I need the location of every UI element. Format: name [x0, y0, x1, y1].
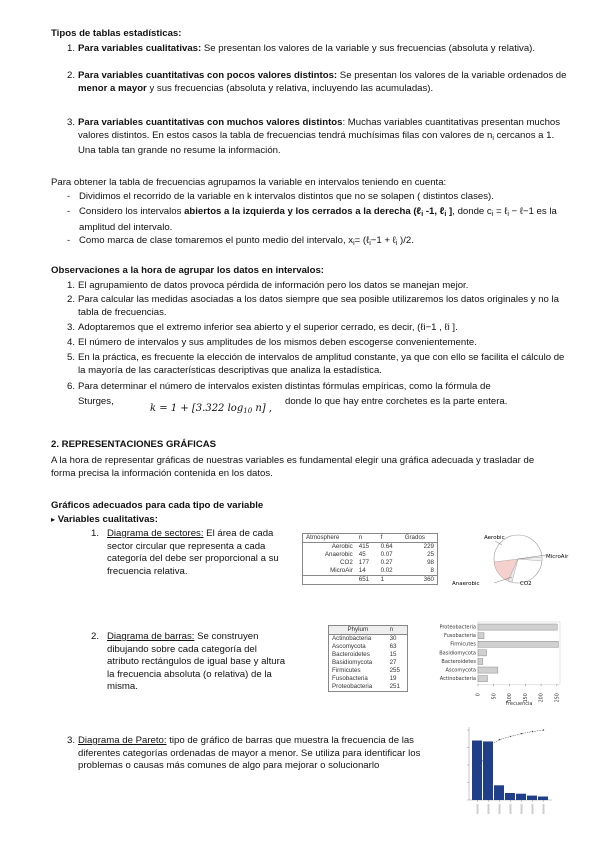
- cumulative-point: [477, 772, 478, 773]
- diagram-pareto-desc: 3. Diagrama de Pareto: tipo de gráfico de barras que muestra la frecuencia de las diferentes categorías ordenadas de mayor a menor. Se utiliza para identificar los problemas o causas más comunes de algo para mejorar o solucionarlo: [67, 735, 421, 772]
- graphs-title: Gráficos adecuados para cada tipo de variable: [51, 500, 264, 511]
- list-item: 4. El número de intervalos y sus amplitudes de los mismos deben escogerse convenientemente.: [67, 337, 477, 348]
- pareto-bar: [483, 741, 493, 800]
- bar: [478, 641, 558, 647]
- bar: [478, 676, 487, 682]
- interval-bullet: - Considero los intervalos abiertos a la izquierda y los cerrados a la derecha (ℓ$_i$ -1, ℓ$_i$ ], donde $c_i$ = ℓ$_i$ − ℓ−1 es la amplitud del intervalo.: [67, 206, 557, 233]
- pareto-bar: [472, 741, 482, 801]
- bar-label: Ascomycota: [445, 667, 476, 674]
- bar-label: Basidiomycota: [439, 650, 476, 657]
- list-item: 6. Para determinar el número de intervalos existen distintas fórmulas empíricas, como la fórmula de: [67, 381, 491, 392]
- pareto-bar: [538, 797, 548, 801]
- x-tick-label-placeholder: [477, 804, 479, 814]
- pie-label-co2: CO2: [520, 581, 532, 587]
- x-tick-label-placeholder: [543, 804, 545, 814]
- section-title-observations: Observaciones a la hora de agrupar los datos en intervalos:: [51, 265, 324, 276]
- x-tick-label: 0: [476, 693, 482, 697]
- section-title-types: Tipos de tablas estadísticas:: [51, 28, 182, 39]
- list-item: 2. Para calcular las medidas asociadas a los datos siempre que sea posible utilizaremos los datos originales y no la tabla de frecuencias.: [67, 294, 560, 318]
- x-tick-label-placeholder: [499, 804, 501, 814]
- bar-label: Actinobacteria: [439, 676, 476, 683]
- section-title-graphics: 2. REPRESENTACIONES GRÁFICAS: [51, 439, 217, 450]
- pareto-bar: [494, 785, 504, 800]
- x-axis-label: Frecuencia: [505, 701, 533, 708]
- x-tick-label: 200: [539, 693, 545, 703]
- pie-label-anaerobic: Anaerobic: [452, 581, 480, 587]
- cumulative-point: [521, 733, 522, 734]
- list-item: 1. El agrupamiento de datos provoca pérdida de información pero los datos se manejan mejor.: [67, 280, 469, 291]
- horizontal-bar-chart: [420, 620, 570, 712]
- sturges-formula: k = 1 + [3.322 $\log_{10} n$] ,: [150, 403, 273, 415]
- x-tick-label: 150: [523, 693, 529, 703]
- interval-bullet: - Como marca de clase tomaremos el punto medio del intervalo, $x_i=$ (ℓ$_i$−1 + ℓ$_i$ )/2.: [67, 235, 414, 247]
- bar: [478, 624, 557, 630]
- pareto-bar: [527, 796, 537, 800]
- section2-text: A la hora de representar gráficas de nuestras variables es fundamental elegir una gráfica adecuada y trasladar de forma precisa la información contenida en los datos.: [51, 455, 535, 479]
- x-tick-label-placeholder: [488, 804, 490, 814]
- x-tick-label-placeholder: [532, 804, 534, 814]
- bar-label: Fusobacteria: [444, 633, 476, 640]
- list-item: 1. Para variables cualitativas: Se presentan los valores de la variable y sus frecuencias (absoluta y relativa).: [67, 43, 536, 54]
- diagram-sectors-desc: 1. Diagrama de sectores: El área de cada sector circular que representa a cada categoría del debe ser proporcional a su frecuencia relativa.: [91, 528, 279, 577]
- list-item: 3. Adoptaremos que el extremo inferior sea abierto y el superior cerrado, es decir, (ℓi−1 , ℓi ].: [67, 322, 458, 333]
- x-tick-label-placeholder: [521, 804, 523, 814]
- cumulative-point: [499, 739, 500, 740]
- x-tick-label-placeholder: [510, 804, 512, 814]
- pie-label-aerobic: Aerobic: [484, 535, 505, 541]
- pareto-bar: [516, 794, 526, 800]
- bar-label: Bacteroidetes: [441, 658, 476, 665]
- interval-bullet: - Dividimos el recorrido de la variable en k intervalos distintos que no se solapen ( distintos clases).: [67, 191, 494, 202]
- sturges-label: Sturges,: [78, 396, 114, 407]
- list-item: 2. Para variables cuantitativas con pocos valores distintos: Se presentan los valores de la variable ordenados de menor a mayor y sus frecuencias (absoluta y relativa, incluyendo las acumuladas).: [67, 70, 567, 94]
- x-tick-label: 250: [555, 693, 561, 703]
- frequency-table-phylum: Phylum n Actinobacteria 30 Ascomycota 63 Bacteroidetes 15 Basidiomycota 27 Firmicutes 255 Fusobacteria 19 Proteobacteria 251: [328, 625, 408, 692]
- bar-label: Proteobacteria: [439, 624, 476, 631]
- pareto-chart: [455, 722, 565, 822]
- graphs-subtitle: ▸ Variables cualitativas:: [51, 514, 158, 525]
- pie-label-microair: MicroAir: [546, 554, 569, 560]
- bar: [478, 658, 483, 664]
- pareto-bar: [505, 793, 515, 800]
- intervals-intro: Para obtener la tabla de frecuencias agrupamos la variable en intervalos teniendo en cuenta:: [51, 177, 447, 188]
- bar-label: Firmicutes: [450, 641, 476, 648]
- cumulative-point: [488, 746, 489, 747]
- cumulative-point: [532, 731, 533, 732]
- plot-frame: [478, 622, 560, 684]
- diagram-bars-desc: 2. Diagrama de barras: Se construyen dibujando sobre cada categoría del atributo rectángulos de igual base y altura la frecuencia absoluta (o relativa) de la misma.: [91, 631, 286, 693]
- bar: [478, 667, 498, 673]
- cumulative-point: [510, 736, 511, 737]
- x-tick-label: 50: [492, 693, 498, 700]
- pie-chart: [450, 527, 569, 589]
- bar: [478, 633, 484, 639]
- bar: [478, 650, 487, 656]
- frequency-table-atmosphere: Atmosphere n f Grados Aerobic 415 0.64 229 Anaerobic 45 0.07 25 CO2 177 0.27 98 MicroAir 14 0.02 8 651 1 360: [302, 533, 438, 585]
- list-item: 3. Para variables cuantitativas con muchos valores distintos: Muchas variables cuantitativas presentan muchos valores distintos. En estos casos la tabla de frecuencias tendrá muchísimas filas con valores de $n_i$ cercanos a 1. Una tabla tan grande no resume la información.: [67, 117, 561, 157]
- x-tick-label: 100: [508, 693, 514, 703]
- sturges-note: donde lo que hay entre corchetes es la parte entera.: [285, 396, 508, 407]
- list-item: 5. En la práctica, es frecuente la elección de intervalos de amplitud constante, ya que con ello se facilita el cálculo de la mayoría de las características descriptivas que analiza la estadística.: [67, 352, 565, 376]
- cumulative-point: [543, 729, 544, 730]
